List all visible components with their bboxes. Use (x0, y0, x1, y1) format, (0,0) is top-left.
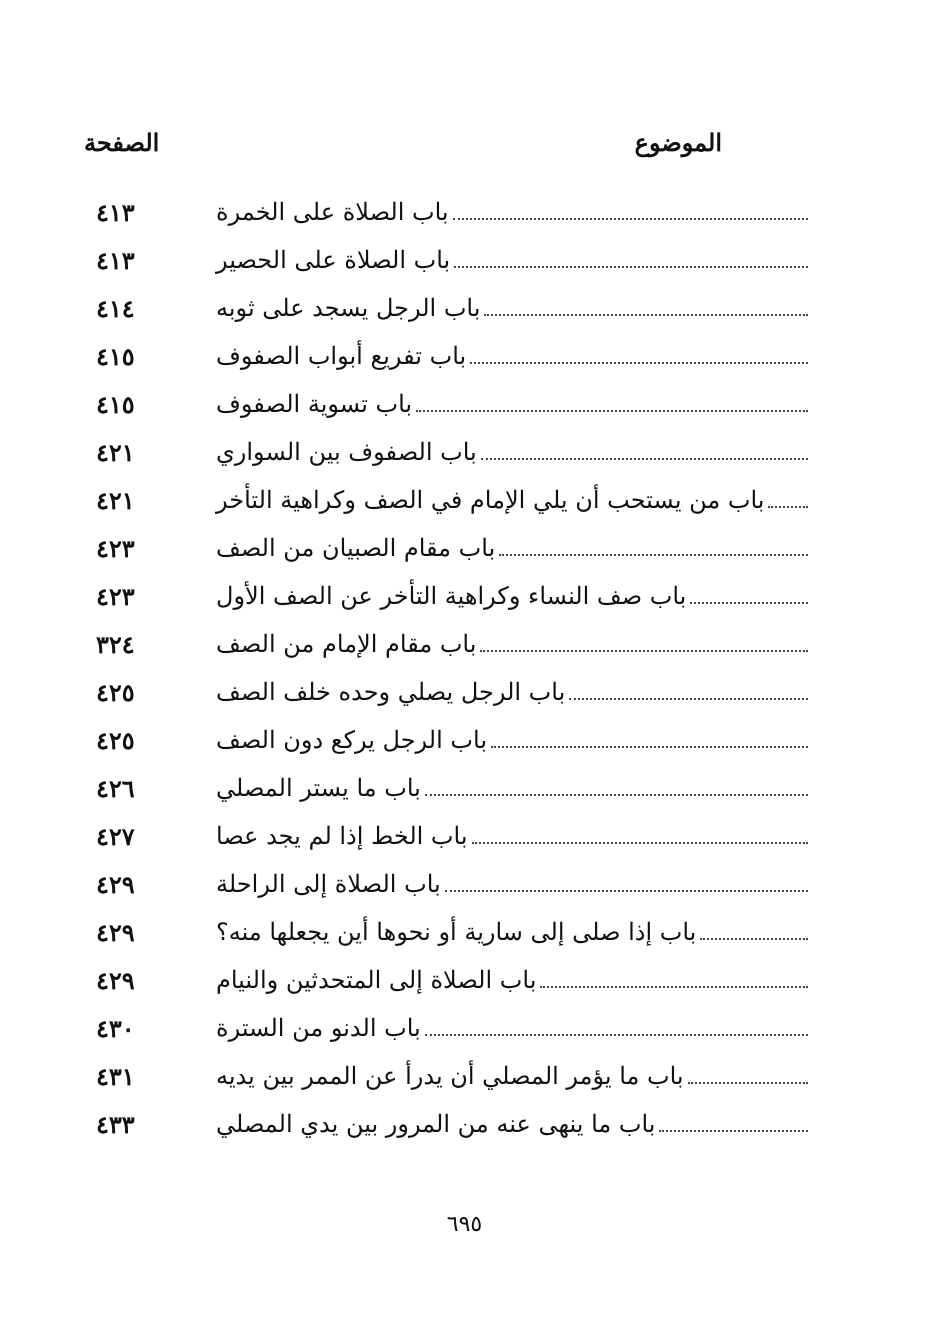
toc-entry-page: ٣٢٤ (96, 630, 135, 659)
toc-entry-page: ٤٢٣ (96, 534, 135, 563)
toc-entry-page: ٤٢١ (96, 438, 135, 467)
toc-entry-page: ٤٢٥ (96, 678, 135, 707)
page-number: ٦٩٥ (446, 1212, 483, 1237)
toc-entry-title: باب الرجل يركع دون الصف (216, 726, 487, 754)
dot-leader (499, 554, 808, 556)
toc-entry-title: باب تفريع أبواب الصفوف (216, 342, 467, 370)
dot-leader (768, 506, 808, 508)
toc-entry-line (216, 626, 814, 662)
toc-entry-page: ٤١٥ (96, 390, 135, 419)
toc-entry-page: ٤١٣ (96, 246, 135, 275)
toc-entry (96, 236, 822, 284)
toc-entry-title: باب مقام الإمام من الصف (216, 630, 477, 658)
toc-entry (96, 524, 822, 572)
dot-leader (416, 410, 808, 412)
dot-leader (659, 1130, 808, 1132)
dot-leader (484, 314, 808, 316)
toc-entry-title: باب الرجل يصلي وحده خلف الصف (216, 678, 566, 706)
toc-entry-title: باب ما يستر المصلي (216, 774, 421, 802)
toc-entry (96, 380, 822, 428)
toc-header (70, 128, 810, 168)
toc-entry-line (216, 482, 814, 518)
toc-entry-title: باب الصفوف بين السواري (216, 438, 477, 466)
toc-entry-line (216, 962, 814, 998)
toc-entry-title: باب من يستحب أن يلي الإمام في الصف وكراهية التأخر (216, 486, 765, 514)
toc-entry-line (216, 818, 814, 854)
toc-entry-page: ٤٢٣ (96, 582, 135, 611)
dot-leader (690, 602, 808, 604)
dot-leader (425, 1034, 808, 1036)
toc-entry (96, 572, 822, 620)
toc-entry-page: ٤٣٠ (96, 1014, 135, 1043)
toc-entry (96, 476, 822, 524)
toc-entry-page: ٤٢٩ (96, 870, 135, 899)
toc-entry (96, 956, 822, 1004)
toc-entry-page: ٤٢٧ (96, 822, 135, 851)
toc-entry (96, 908, 822, 956)
toc-entry (96, 284, 822, 332)
dot-leader (688, 1082, 808, 1084)
toc-entry-line (216, 386, 814, 422)
toc-entry (96, 764, 822, 812)
toc-entry-title: باب ما ينهى عنه من المرور بين يدي المصلي (216, 1110, 656, 1138)
toc-entry (96, 668, 822, 716)
toc-entry-line (216, 530, 814, 566)
table-of-contents (96, 188, 822, 1148)
toc-entry-line (216, 242, 814, 278)
toc-entry-line (216, 770, 814, 806)
toc-entry-title: باب إذا صلى إلى سارية أو نحوها أين يجعلها منه؟ (216, 918, 697, 946)
toc-entry (96, 1052, 822, 1100)
dot-leader (700, 938, 808, 940)
toc-entry (96, 188, 822, 236)
dot-leader (480, 650, 808, 652)
toc-entry-line (216, 914, 814, 950)
toc-entry-page: ٤٢١ (96, 486, 135, 515)
toc-entry-page: ٤٣١ (96, 1062, 135, 1091)
toc-entry (96, 716, 822, 764)
toc-entry-title: باب الرجل يسجد على ثوبه (216, 294, 481, 322)
toc-entry-line (216, 1106, 814, 1142)
dot-leader (569, 698, 808, 700)
toc-entry-line (216, 722, 814, 758)
toc-entry-page: ٤١٥ (96, 342, 135, 371)
toc-entry-line (216, 434, 814, 470)
dot-leader (425, 794, 808, 796)
toc-entry (96, 1100, 822, 1148)
toc-entry-page: ٤٣٣ (96, 1110, 135, 1139)
toc-entry-line (216, 578, 814, 614)
toc-entry-title: باب مقام الصبيان من الصف (216, 534, 496, 562)
toc-entry (96, 1004, 822, 1052)
dot-leader (491, 746, 808, 748)
toc-entry (96, 620, 822, 668)
toc-entry-line (216, 674, 814, 710)
dot-leader (454, 266, 808, 268)
toc-entry-line (216, 338, 814, 374)
toc-entry-title: باب صف النساء وكراهية التأخر عن الصف الأول (216, 582, 687, 610)
toc-entry-title: باب ما يؤمر المصلي أن يدرأ عن الممر بين يديه (216, 1062, 684, 1090)
toc-entry-page: ٤١٤ (96, 294, 135, 323)
toc-entry-title: باب الصلاة على الخمرة (216, 198, 449, 226)
toc-entry (96, 332, 822, 380)
dot-leader (470, 362, 808, 364)
dot-leader (540, 986, 808, 988)
toc-entry-page: ٤٢٦ (96, 774, 135, 803)
page-column-heading: الصفحة (84, 128, 160, 157)
toc-entry-line (216, 866, 814, 902)
toc-entry (96, 860, 822, 908)
dot-leader (472, 842, 808, 844)
dot-leader (453, 218, 808, 220)
toc-entry-page: ٤١٣ (96, 198, 135, 227)
toc-entry-page: ٤٢٥ (96, 726, 135, 755)
toc-entry-line (216, 1010, 814, 1046)
toc-entry-title: باب الصلاة على الحصير (216, 246, 451, 274)
toc-entry-title: باب الدنو من السترة (216, 1014, 421, 1042)
toc-entry-title: باب تسوية الصفوف (216, 390, 413, 418)
toc-entry-line (216, 290, 814, 326)
toc-entry-title: باب الخط إذا لم يجد عصا (216, 822, 468, 850)
dot-leader (481, 458, 808, 460)
toc-entry (96, 812, 822, 860)
dot-leader (445, 890, 808, 892)
toc-entry-line (216, 194, 814, 230)
topic-column-heading: الموضوع (634, 128, 722, 157)
toc-entry-page: ٤٢٩ (96, 918, 135, 947)
toc-entry-line (216, 1058, 814, 1094)
toc-entry (96, 428, 822, 476)
toc-entry-page: ٤٢٩ (96, 966, 135, 995)
toc-entry-title: باب الصلاة إلى الراحلة (216, 870, 441, 898)
toc-entry-title: باب الصلاة إلى المتحدثين والنيام (216, 966, 537, 994)
